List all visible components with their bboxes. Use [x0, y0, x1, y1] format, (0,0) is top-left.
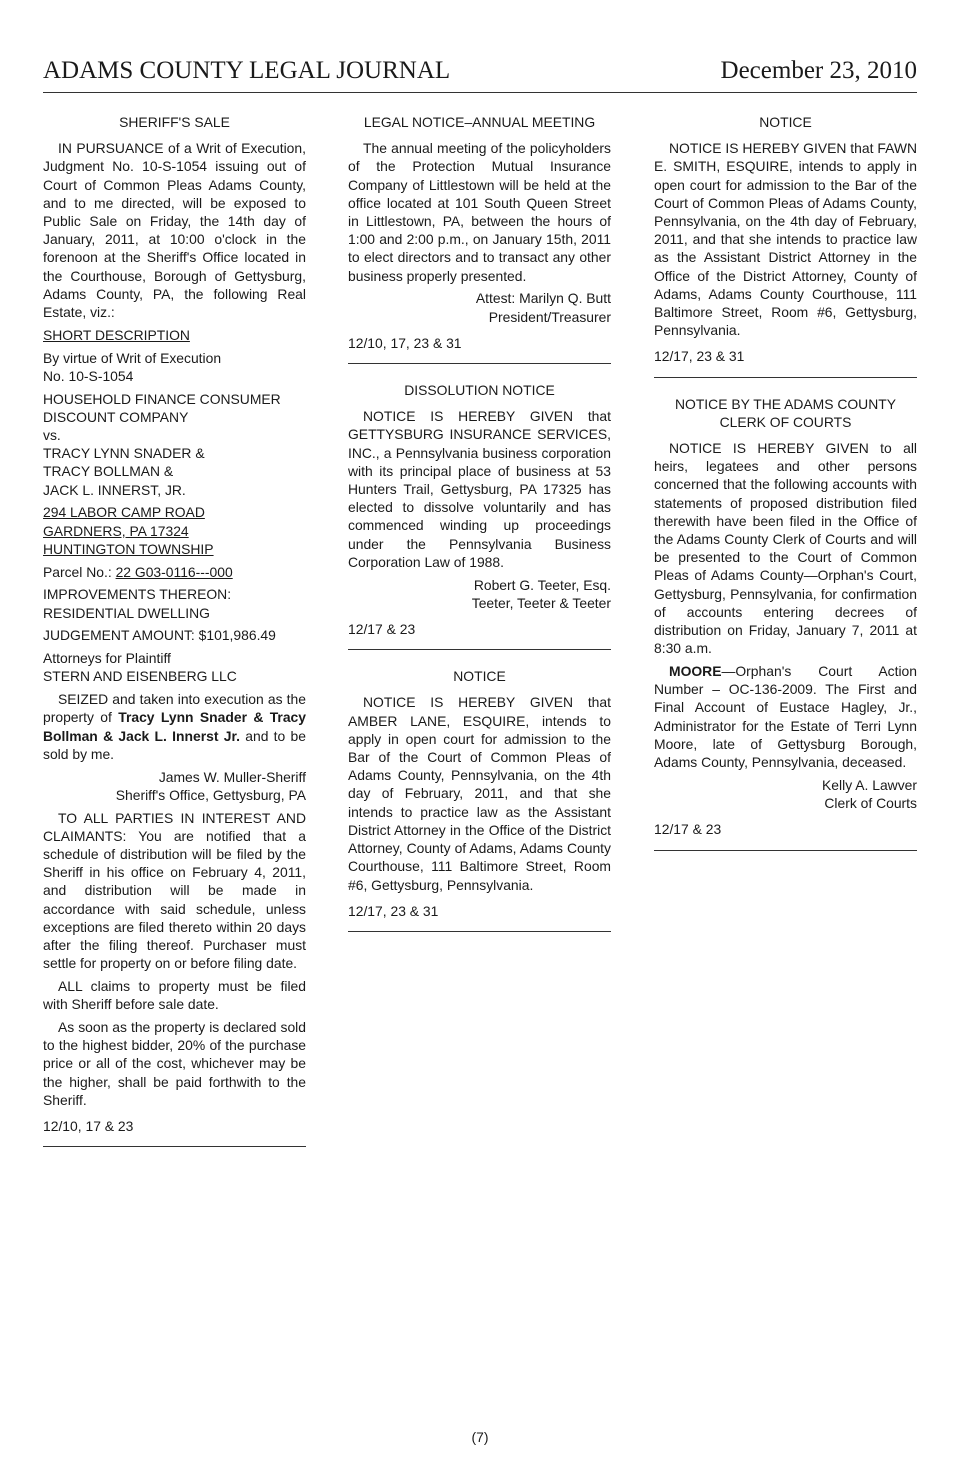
bidder-notice: As soon as the property is declared sold to the highest bidder, 20% of the purchase price or all of the cost, whichever may be the higher, shall be paid forthwith to the Sheriff.: [43, 1019, 306, 1108]
clerk-signature: Kelly A. Lawver Clerk of Courts: [822, 776, 917, 812]
notice-amber-heading: NOTICE: [453, 668, 506, 685]
dissolution-signature: Robert G. Teeter, Esq. Teeter, Teeter & Teeter: [471, 576, 611, 611]
divider: [654, 377, 917, 378]
sheriff-sale-heading: SHERIFF'S SALE: [119, 114, 230, 130]
seized-statement: SEIZED and taken into execution as the property of Tracy Lynn Snader & Tracy Bollman & Jack L. Innerst Jr. and to be sold by me.: [43, 691, 306, 762]
notice-fawn-body: NOTICE IS HEREBY GIVEN that FAWN E. SMITH, ESQUIRE, intends to apply in open court for admission to the Bar of the Court of Common Pleas of Adams County, Pennsylvania, on the 4th day of February, 2011, and that she intends to practice law as the Assistant District Attorney in the Office of the District Attorney, County of Adams, Adams County Courthouse, 111 Baltimore Street, Room #6, Gettysburg, Pennsylvania.: [654, 140, 917, 339]
property-address: 294 LABOR CAMP ROAD GARDNERS, PA 17324 HUNTINGTON TOWNSHIP: [43, 504, 214, 557]
judgement-amount: JUDGEMENT AMOUNT: $101,986.49: [43, 627, 276, 644]
sheriff-signature: James W. Muller-Sheriff Sheriff's Office, Gettysburg, PA: [115, 768, 306, 803]
clerk-notice-heading: NOTICE BY THE ADAMS COUNTY CLERK OF COURTS: [674, 395, 896, 430]
page-number: (7): [471, 1429, 489, 1445]
divider: [348, 363, 611, 364]
journal-title: ADAMS COUNTY LEGAL JOURNAL: [43, 57, 451, 84]
parcel-number: Parcel No.: 22 G03-0116---000: [43, 563, 233, 580]
column-left: [43, 113, 306, 1164]
annual-meeting-body: The annual meeting of the policyholders of the Protection Mutual Insurance Company of Littlestown will be held at the office located at 101 South Queen Street in Littlestown, PA, between the hours of 1:00 and 2:00 p.m., on January 15th, 2011 to elect directors and to transact any other business properly presented.: [348, 140, 611, 284]
column-middle: [348, 113, 611, 949]
issue-date: December 23, 2010: [720, 57, 917, 84]
claims-notice: ALL claims to property must be filed with Sheriff before sale date.: [43, 978, 306, 1013]
case-parties: HOUSEHOLD FINANCE CONSUMER DISCOUNT COMPANY vs. TRACY LYNN SNADER & TRACY BOLLMAN & JACK L. INNERST, JR.: [43, 390, 281, 498]
parties-notice: TO ALL PARTIES IN INTEREST AND CLAIMANTS: You are notified that a schedule of distribution will be filed by the Sheriff in his office on February 4, 2011, and distribution will be made in accordance with said schedule, unless exceptions are filed thereto within 20 days after the filing thereof. Purchaser must settle for property on or before filing date.: [43, 809, 306, 972]
annual-meeting-dates: 12/10, 17, 23 & 31: [348, 334, 462, 351]
divider: [654, 850, 917, 851]
dissolution-body: NOTICE IS HEREBY GIVEN that GETTYSBURG INSURANCE SERVICES, INC., a Pennsylvania business corporation with its principal place of business at 53 Hunters Trail, Gettysburg, PA 17325 has elected to dissolve voluntarily and has commenced winding up proceedings under the Pennsylvania Business Corporation Law of 1988.: [348, 408, 611, 570]
writ-info: By virtue of Writ of Execution No. 10-S-1054: [43, 349, 222, 384]
divider: [348, 931, 611, 932]
short-description-label: SHORT DESCRIPTION: [43, 326, 190, 343]
plaintiff-attorneys: Attorneys for Plaintiff STERN AND EISENBERG LLC: [43, 650, 237, 685]
notice-fawn-heading: NOTICE: [759, 114, 812, 130]
notice-amber-body: NOTICE IS HEREBY GIVEN that AMBER LANE, ESQUIRE, intends to apply in open court for admission to the Bar of the Court of Common Pleas of Adams County, Pennsylvania, on the 4th day of February, 2011, and that she intends to practice law as the Assistant District Attorney in the Office of the District Attorney, County of Adams, Adams County Courthouse, 111 Baltimore Street, Room #6, Gettysburg, Pennsylvania.: [348, 694, 611, 893]
sheriff-sale-intro: IN PURSUANCE of a Writ of Execution, Judgment No. 10-S-1054 issuing out of Court of Common Pleas Adams County, and to me directed, will be exposed to Public Sale on Friday, the 14th day of January, 2011, at 10:00 o'clock in the forenoon at the Sheriff's Office located in the Courthouse, Borough of Gettysburg, Adams County, PA, the following Real Estate, viz.:: [43, 140, 306, 321]
dissolution-dates: 12/17 & 23: [348, 621, 416, 638]
notice-fawn-dates: 12/17, 23 & 31: [654, 348, 745, 365]
divider: [43, 1146, 306, 1147]
improvements: IMPROVEMENTS THEREON: RESIDENTIAL DWELLING: [43, 586, 232, 621]
clerk-notice-body: NOTICE IS HEREBY GIVEN to all heirs, legatees and other persons concerned that the following accounts with statements of proposed distribution filed therewith have been filed in the Office of the Adams County Clerk of Courts and will be presented to the Court of Common Pleas of Adams County—Orphan's Court, Gettysburg, Pennsylvania, for confirmation of accounts entering decrees of distribution on Friday, January 7, 2011 at 8:30 a.m.: [654, 440, 917, 657]
notice-amber-dates: 12/17, 23 & 31: [348, 902, 439, 919]
moore-account: MOORE—Orphan's Court Action Number – OC-136-2009. The First and Final Account of Eustace Hagley, Jr., Administrator for the Estate of Terri Lynn Moore, late of Gettysburg Borough, Adams County, Pennsylvania, deceased.: [654, 663, 917, 771]
divider: [348, 649, 611, 650]
journal-header: [43, 52, 917, 93]
annual-meeting-signature: Attest: Marilyn Q. Butt President/Treasurer: [475, 290, 611, 325]
sheriff-sale-dates: 12/10, 17 & 23: [43, 1118, 134, 1135]
column-right: [654, 113, 917, 868]
clerk-notice-dates: 12/17 & 23: [654, 821, 722, 838]
annual-meeting-heading: LEGAL NOTICE–ANNUAL MEETING: [363, 114, 596, 130]
dissolution-heading: DISSOLUTION NOTICE: [404, 382, 555, 399]
